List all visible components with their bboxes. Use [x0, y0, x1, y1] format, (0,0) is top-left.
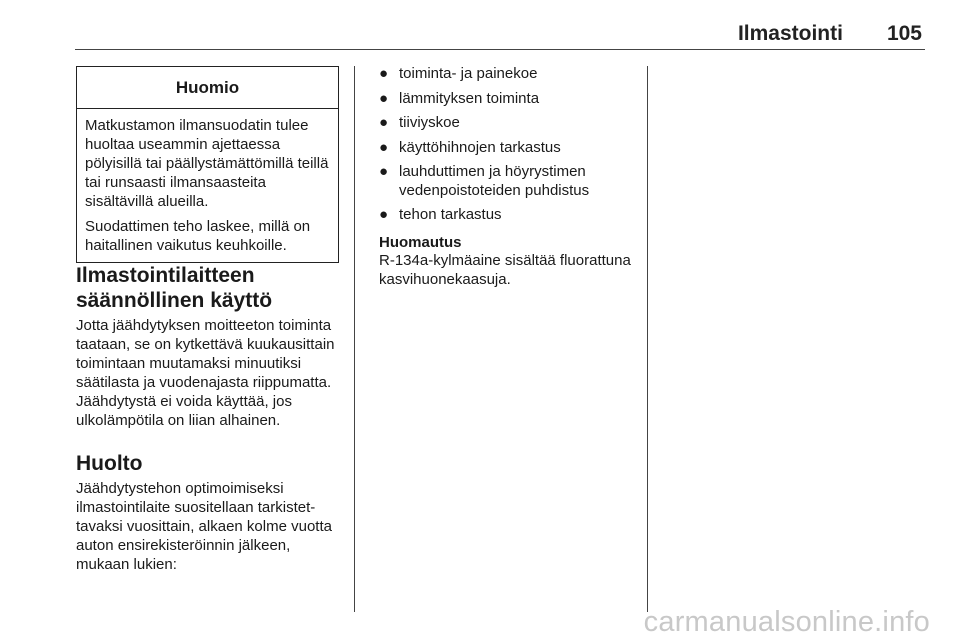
- page-header: [738, 22, 922, 46]
- bullet-icon: ●: [379, 89, 389, 107]
- caution-paragraph: Suodattimen teho laskee, millä on haitallinen vaikutus keuhkoille.: [85, 218, 311, 254]
- bullet-icon: ●: [379, 138, 389, 156]
- bullet-icon: ●: [379, 114, 389, 131]
- list-item: ● lämmityksen toiminta: [379, 89, 540, 107]
- bullet-icon: ●: [379, 163, 389, 180]
- section-title: Ilmastointi: [737, 22, 843, 45]
- left-column: [76, 263, 341, 574]
- section-text-usage: Jotta jäähdytyksen moitteeton toiminta taataan, se on kytkettävä kuukausittain toimintaan muutamaksi minuutiksi säätilasta ja vuodenajasta riippumatta. Jäähdytystä ei voida käyttää, jos ulkolämpötila on liian alhainen.: [76, 317, 335, 429]
- section-text-maintenance: Jäähdytystehon optimoimiseksi ilmastointilaite suositellaan tarkistettavaksi vuosittain, alkaen kolme vuotta auton ensirekisteröinnin jälkeen, mukaan lukien:: [76, 480, 332, 573]
- list-item: ● toiminta- ja painekoe: [379, 65, 538, 82]
- middle-column: [376, 65, 641, 289]
- section-heading-usage: Ilmastointilaitteen säännöllinen käyttö: [76, 264, 273, 312]
- bullet-icon: ●: [379, 206, 389, 223]
- notice-text: R-134a-kylmäaine sisältää fluorattuna kasvihuonekaasuja.: [379, 252, 631, 288]
- caution-paragraph: Matkustamon ilmansuodatin tulee huoltaa useammin ajettaessa pölyisillä tai päällystämättömillä teillä tai runsaasti ilmansaasteita sisältävillä alueilla.: [85, 117, 329, 210]
- maintenance-checklist: [376, 65, 641, 225]
- caution-box: [76, 66, 339, 263]
- notice-title: Huomautus: [379, 233, 462, 251]
- list-item: ● tehon tarkastus: [379, 206, 502, 223]
- column-divider-2: [647, 66, 648, 612]
- header-rule: [75, 49, 925, 50]
- watermark: carmanualsonline.info: [643, 606, 930, 638]
- list-item: ● tiiviyskoe: [379, 114, 460, 131]
- page-number: 105: [886, 22, 922, 45]
- notice-block: [376, 234, 641, 290]
- caution-body: [77, 109, 338, 262]
- caution-title: Huomio: [77, 67, 338, 109]
- section-heading-maintenance: Huolto: [76, 452, 143, 475]
- list-item: ● lauhduttimen ja höyrystimen vedenpoistoteiden puhdistus: [379, 163, 590, 199]
- column-divider-1: [354, 66, 355, 612]
- list-item: ● käyttöhihnojen tarkastus: [379, 138, 561, 156]
- bullet-icon: ●: [379, 65, 389, 82]
